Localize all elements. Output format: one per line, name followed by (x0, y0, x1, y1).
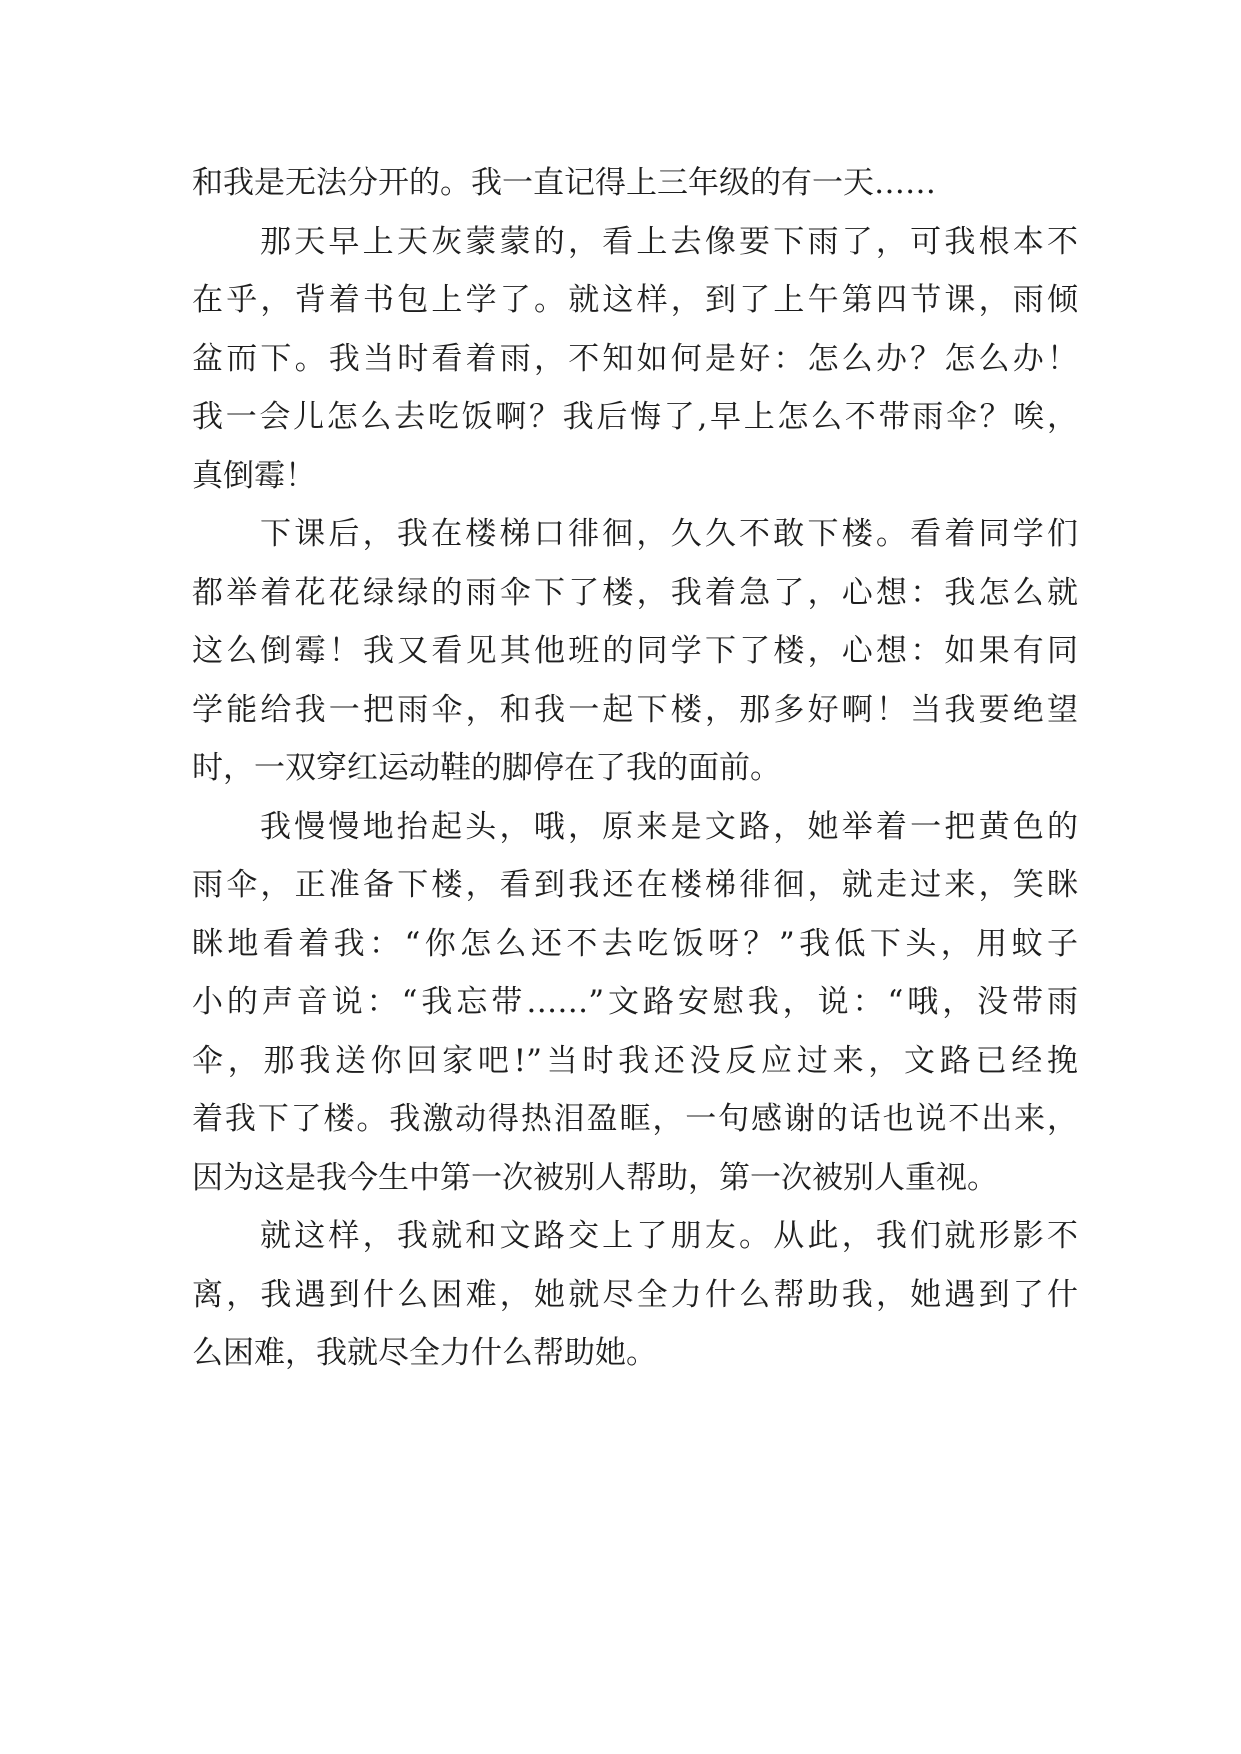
text-line: 时，一双穿红运动鞋的脚停在了我的面前。 (192, 750, 781, 786)
text-line: 伞，那我送你回家吧!”当时我还没反应过来，文路已经挽 (192, 1042, 1078, 1079)
text-line: 小的声音说：“我忘带……”文路安慰我，说：“哦，没带雨 (192, 984, 1078, 1020)
text-line: 真倒霉！ (192, 457, 316, 494)
text-line: 因为这是我今生中第一次被别人帮助，第一次被别人重视。 (192, 1159, 998, 1196)
text-line: 这么倒霉！我又看见其他班的同学下了楼，心想：如果有同 (192, 633, 1078, 669)
text-line: 就这样，我就和文路交上了朋友。从此，我们就形影不 (260, 1218, 1078, 1254)
document-body (192, 154, 1078, 1383)
text-line: 眯地看着我：“你怎么还不去吃饭呀？”我低下头，用蚊子 (192, 925, 1078, 962)
text-line: 着我下了楼。我激动得热泪盈眶，一句感谢的话也说不出来， (192, 1101, 1078, 1137)
text-line: 在乎，背着书包上学了。就这样，到了上午第四节课，雨倾 (192, 282, 1078, 318)
paragraph (192, 505, 1078, 798)
text-line: 和我是无法分开的。我一直记得上三年级的有一天…… (192, 165, 936, 201)
text-line: 那天早上天灰蒙蒙的，看上去像要下雨了，可我根本不 (260, 223, 1078, 260)
text-line: 学能给我一把雨伞，和我一起下楼，那多好啊！当我要绝望 (192, 691, 1078, 728)
paragraph (192, 154, 1078, 213)
text-line: 下课后，我在楼梯口徘徊，久久不敢下楼。看着同学们 (260, 516, 1078, 552)
text-line: 我一会儿怎么去吃饭啊？我后悔了,早上怎么不带雨伞？唉， (192, 399, 1078, 435)
text-line: 雨伞，正准备下楼，看到我还在楼梯徘徊，就走过来，笑眯 (192, 867, 1078, 903)
paragraph (192, 798, 1078, 1208)
text-line: 离，我遇到什么困难，她就尽全力什么帮助我，她遇到了什 (192, 1276, 1078, 1313)
paragraph (192, 213, 1078, 506)
paragraph (192, 1207, 1078, 1383)
text-line: 么困难，我就尽全力什么帮助她。 (192, 1335, 657, 1371)
text-line: 我慢慢地抬起头，哦，原来是文路，她举着一把黄色的 (260, 808, 1078, 845)
text-line: 盆而下。我当时看着雨，不知如何是好：怎么办？怎么办！ (192, 340, 1078, 377)
text-line: 都举着花花绿绿的雨伞下了楼，我着急了，心想：我怎么就 (192, 574, 1078, 611)
